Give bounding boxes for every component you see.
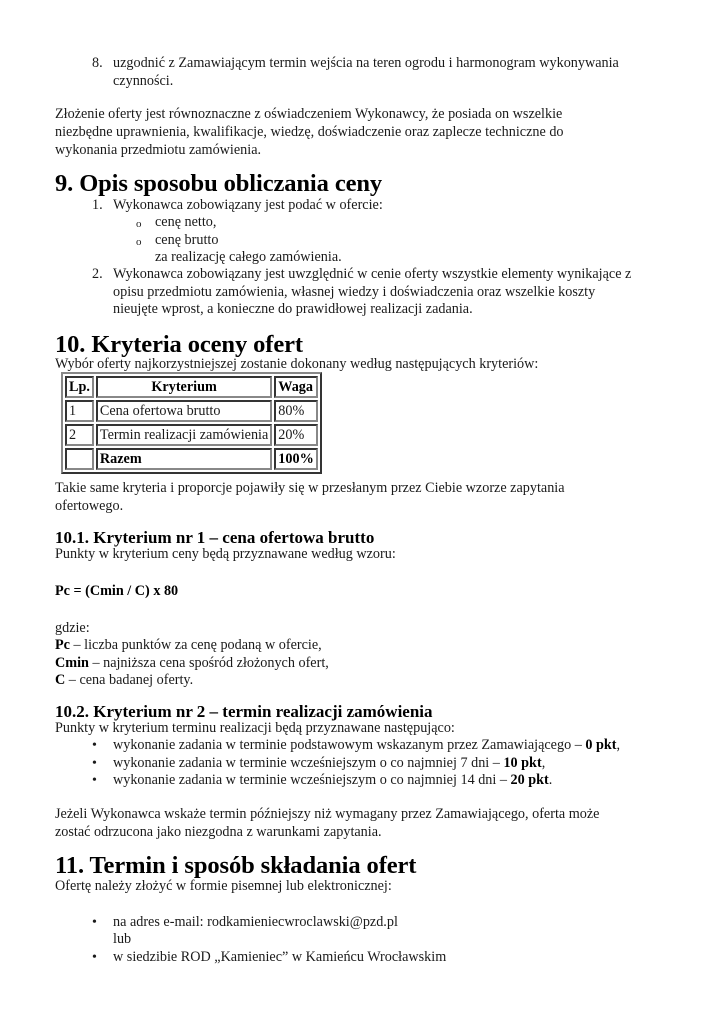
list-number: 1. — [92, 197, 103, 213]
bullet-icon: • — [92, 915, 97, 930]
list-number: 2. — [92, 266, 103, 282]
sub-item-text: cenę brutto — [155, 232, 219, 248]
paragraph-line: Takie same kryteria i proporcje pojawiły się w przesłanym przez Ciebie wzorze zapytania — [55, 480, 565, 496]
list-item: wykonanie zadania w terminie podstawowym wskazanym przez Zamawiającego – 0 pkt, — [113, 737, 621, 753]
cell-total-value: 100% — [274, 448, 317, 470]
definition-pc — [55, 637, 665, 655]
column-header-waga: Waga — [274, 376, 317, 398]
points-value: 20 pkt — [510, 772, 549, 788]
points-value: 10 pkt — [503, 755, 542, 771]
list-number: 8. — [92, 55, 103, 71]
section-10-intro: Wybór oferty najkorzystniejszej zostanie dokonany według następujących kryteriów: — [55, 356, 539, 372]
list-item-text: nieujęte wprost, a konieczne do prawidłowej realizacji zadania. — [113, 301, 473, 317]
cell-lp: 2 — [65, 424, 94, 446]
section-10-heading: 10. Kryteria oceny ofert — [55, 331, 303, 358]
definition-term: Pc — [55, 637, 70, 653]
bullet-icon: • — [92, 773, 97, 788]
table-header-row — [65, 376, 318, 398]
definition-term: Cmin — [55, 655, 89, 671]
cell-lp: 1 — [65, 400, 94, 422]
price-formula: Pc = (Cmin / C) x 80 — [55, 583, 179, 599]
definition-cmin — [55, 655, 665, 673]
section-11-intro: Ofertę należy złożyć w formie pisemnej lub elektronicznej: — [55, 878, 392, 894]
table-row — [65, 400, 318, 422]
list-item-text: Wykonawca zobowiązany jest podać w ofercie: — [113, 197, 383, 213]
bullet-icon: • — [92, 950, 97, 965]
section-10-2-heading: 10.2. Kryterium nr 2 – termin realizacji zamówienia — [55, 702, 433, 721]
table-total-row — [65, 448, 318, 470]
section-11-heading: 11. Termin i sposób składania ofert — [55, 852, 417, 879]
list-item-text: opisu przedmiotu zamówienia, własnej wiedzy i doświadczenia oraz wszelkie koszty — [113, 284, 596, 300]
bullet-icon: • — [92, 756, 97, 771]
cell-kryterium: Cena ofertowa brutto — [96, 400, 272, 422]
cell-waga: 80% — [274, 400, 317, 422]
email-address-item: na adres e-mail: rodkamieniecwroclawski@pzd.pl — [113, 914, 398, 930]
section-9-heading: 9. Opis sposobu obliczania ceny — [55, 170, 383, 197]
definition-term: C — [55, 672, 66, 688]
list-item: wykonanie zadania w terminie wcześniejszym o co najmniej 14 dni – 20 pkt. — [113, 772, 553, 788]
cell-total-label: Razem — [96, 448, 272, 470]
cell-kryterium: Termin realizacji zamówienia — [96, 424, 272, 446]
office-address-item: w siedzibie ROD „Kamieniec” w Kamieńcu Wrocławskim — [113, 949, 447, 965]
paragraph-line: wykonania przedmiotu zamówienia. — [55, 142, 262, 158]
column-header-lp: Lp. — [65, 376, 94, 398]
list-item-text: uzgodnić z Zamawiającym termin wejścia na teren ogrodu i harmonogram wykonywania — [113, 55, 619, 71]
list-item-text: czynności. — [113, 73, 174, 89]
column-header-kryterium: Kryterium — [96, 376, 272, 398]
list-item-text: Wykonawca zobowiązany jest uwzględnić w cenie oferty wszystkie elementy wynikające z — [113, 266, 632, 282]
section-10-2-intro: Punkty w kryterium terminu realizacji będą przyznawane następująco: — [55, 720, 455, 736]
section-10-1-intro: Punkty w kryterium ceny będą przyznawane według wzoru: — [55, 546, 396, 562]
paragraph-line: zostać odrzucona jako niezgodna z warunkami zapytania. — [55, 824, 382, 840]
table-row — [65, 424, 318, 446]
definition-desc: – cena badanej oferty. — [65, 672, 194, 688]
definition-c — [55, 672, 665, 690]
list-item: wykonanie zadania w terminie wcześniejszym o co najmniej 7 dni – 10 pkt, — [113, 755, 546, 771]
list-item-continuation: lub — [113, 931, 132, 947]
cell-waga: 20% — [274, 424, 317, 446]
definitions-label: gdzie: — [55, 620, 90, 636]
paragraph-line: ofertowego. — [55, 498, 124, 514]
points-value: 0 pkt — [585, 737, 617, 753]
section-10-1-heading: 10.1. Kryterium nr 1 – cena ofertowa brutto — [55, 528, 375, 547]
sub-item-continuation: za realizację całego zamówienia. — [155, 249, 342, 265]
definition-desc: – liczba punktów za cenę podaną w ofercie, — [69, 637, 322, 653]
sub-item-text: cenę netto, — [155, 214, 217, 230]
circle-bullet-icon: o — [136, 236, 142, 248]
criteria-table — [61, 372, 322, 474]
cell-lp — [65, 448, 94, 470]
paragraph-line: Jeżeli Wykonawca wskaże termin późniejszy niż wymagany przez Zamawiającego, oferta może — [55, 806, 600, 822]
bullet-icon: • — [92, 738, 97, 753]
circle-bullet-icon: o — [136, 218, 142, 230]
definition-desc: – najniższa cena spośród złożonych ofert, — [88, 655, 329, 671]
paragraph-line: niezbędne uprawnienia, kwalifikacje, wiedzę, doświadczenie oraz zaplecze techniczne do — [55, 124, 564, 140]
paragraph-line: Złożenie oferty jest równoznaczne z oświadczeniem Wykonawcy, że posiada on wszelkie — [55, 106, 563, 122]
